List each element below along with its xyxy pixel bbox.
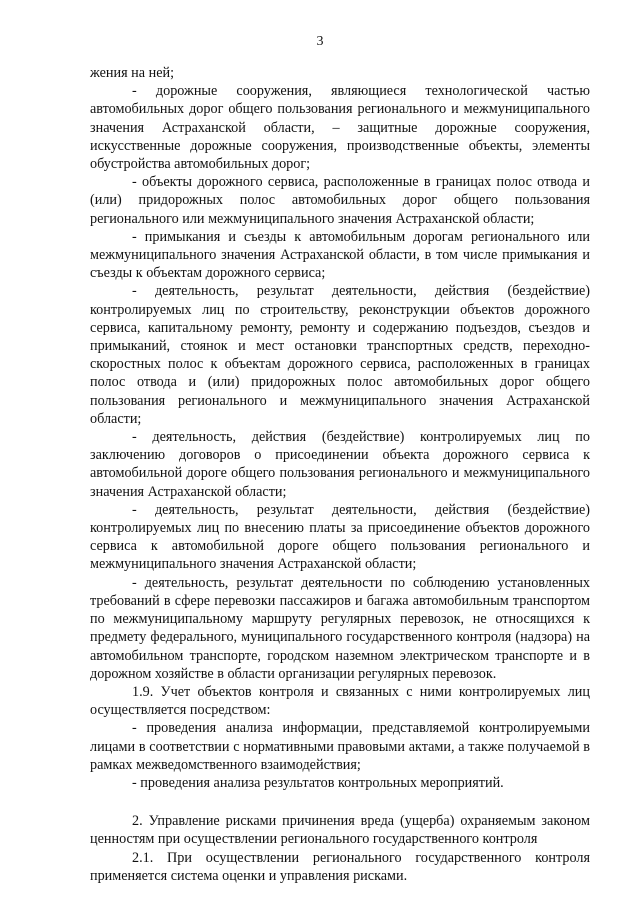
document-body <box>90 64 590 885</box>
paragraph: - объекты дорожного сервиса, расположенные в границах полос отвода и (или) придорожных полос автомобильных дорог общего пользования регионального или межмуниципального значения Астраханской области; <box>90 174 590 227</box>
paragraph: - проведения анализа информации, представляемой контролируемыми лицами в соответствии с нормативными правовыми актами, а также получаемой в рамках межведомственного взаимодействия; <box>90 720 590 773</box>
section-heading: 2. Управление рисками причинения вреда (ущерба) охраняемым законом ценностям при осуществлении регионального государственного контроля <box>90 813 590 848</box>
page-number: 3 <box>316 34 324 49</box>
paragraph: - деятельность, результат деятельности, действия (бездействие) контролируемых лиц по внесению платы за присоединение объектов дорожного сервиса к автомобильной дороге общего пользования регионального и межмуниципального значения Астраханской области; <box>90 501 590 573</box>
paragraph: - деятельность, результат деятельности по соблюдению установленных требований в сфере перевозки пассажиров и багажа автомобильным транспортом по межмуниципальному маршруту регулярных перевозок, не относящихся к предмету федерального, муниципального государственного контроля (надзора) на автомобильном транспорте, городском наземном электрическом транспорте и в дорожном хозяйстве в области организации регулярных перевозок. <box>90 574 590 682</box>
paragraph: - проведения анализа результатов контрольных мероприятий. <box>132 774 504 791</box>
paragraph: 2.1. При осуществлении регионального государственного контроля применяется система оценки и управления рисками. <box>90 849 590 884</box>
paragraph: - примыкания и съезды к автомобильным дорогам регионального или межмуниципального значения Астраханской области, в том числе примыкания и съезды к объектам дорожного сервиса; <box>90 228 590 282</box>
paragraph: - деятельность, действия (бездействие) контролируемых лиц по заключению договоров о присоединении объекта дорожного сервиса к автомобильной дороге общего пользования регионального и межмуниципального значения Астраханской области; <box>90 429 590 500</box>
paragraph: 1.9. Учет объектов контроля и связанных с ними контролируемых лиц осуществляется посредством: <box>90 683 590 719</box>
paragraph: жения на ней; <box>90 65 175 81</box>
paragraph: - дорожные сооружения, являющиеся технологической частью автомобильных дорог общего пользования регионального и межмуниципального значения Астраханской области, – защитные дорожные сооружения, искусственные дорожные сооружения, производственные объекты, элементы обустройства автомобильных дорог; <box>90 83 590 173</box>
paragraph: - деятельность, результат деятельности, действия (бездействие) контролируемых лиц по строительству, реконструкции объектов дорожного сервиса, капитальному ремонту, ремонту и содержанию подъездов, съездов и примыканий, стоянок и мест остановки транспортных средств, переходно-скоростных полос к объектам дорожного сервиса, расположенных в границах полос отвода и (или) придорожных полос автомобильных дорог общего пользования регионального и межмуниципального значения Астраханской области; <box>90 283 590 427</box>
